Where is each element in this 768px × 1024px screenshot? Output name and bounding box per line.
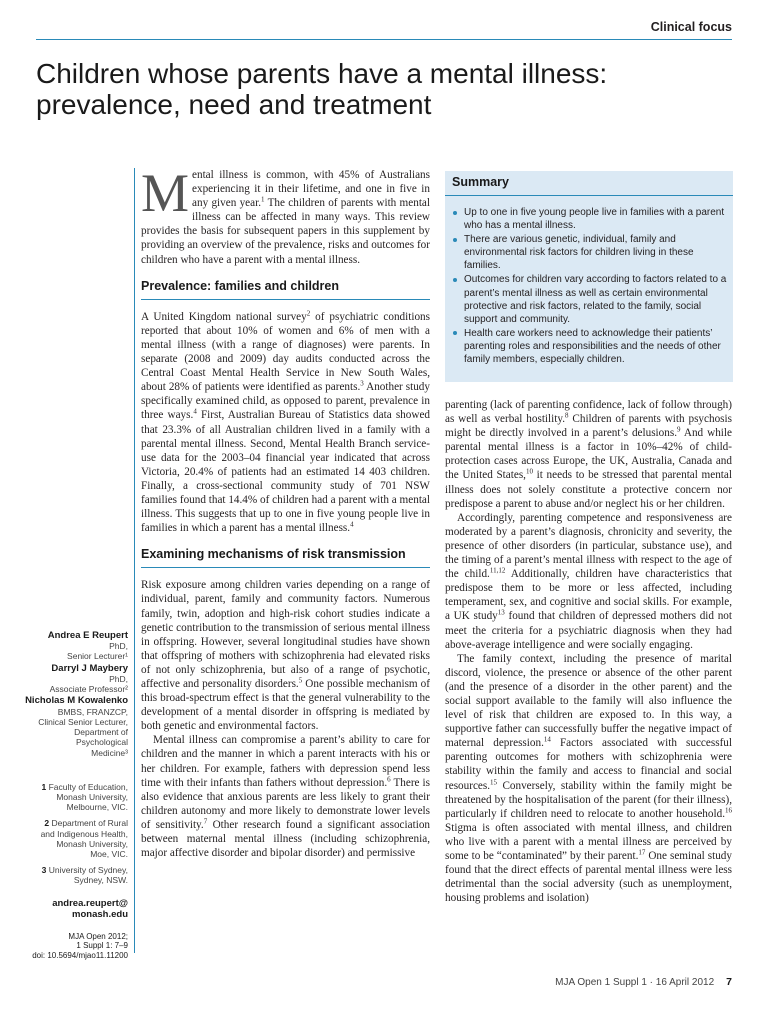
article-title bbox=[36, 58, 736, 120]
drop-cap: M bbox=[141, 163, 190, 223]
author-name: Andrea E Reupert bbox=[47, 630, 128, 641]
page-number: 7 bbox=[726, 976, 732, 988]
reference-mark: 11,12 bbox=[489, 566, 506, 575]
mechanisms-paragraph-1: Risk exposure among children varies depending on a range of individual, parent, family and community factors. Numerous family, twin, adoption and high-risk cohort studies indicate a genetic contribution to the transmission of serious mental illness in offspring. However, several longitudinal studies have shown that offspring of mothers with schizophrenia had elevated risks of not only schizophrenia, but also of a range of psychotic, affective and personality disorders.$^5$ One possible mechanism of this broad-spectrum effect is that the general vulnerability to the development of a mental disorder in offspring is mediated by both genetic and environmental factors. bbox=[141, 579, 430, 733]
reference-mark: 1 bbox=[261, 195, 265, 204]
reference-mark: 9 bbox=[677, 425, 681, 434]
journal-info: MJA Open 1 Suppl 1 · 16 April 2012 bbox=[555, 977, 715, 988]
title-line-2: prevalence, need and treatment bbox=[36, 89, 432, 120]
citation-block: MJA Open 2012; 1 Suppl 1: 7–9 doi: 10.5694/mjao11.11200 bbox=[32, 931, 128, 960]
contact-email[interactable]: andrea.reupert@ monash.edu bbox=[52, 897, 128, 920]
summary-box bbox=[445, 171, 733, 382]
reference-mark: 15 bbox=[490, 777, 498, 786]
affiliation: 2 Department of Rural and Indigenous Health, Monash University, Moe, VIC. bbox=[40, 818, 128, 859]
summary-item: Up to one in five young people live in families with a parent who has a mental illness. bbox=[452, 206, 728, 232]
author-credential: Medicine³ bbox=[91, 747, 128, 758]
mechanisms-paragraph-2: Mental illness can compromise a parent’s ability to care for children and the manner in which a parent interacts with his or her children. For example, fathers with depression spend less time with their infants than fathers without depression.$^6$ There is also evidence that anxious parents are less likely to grant their children autonomy and more likely to demonstrate lower levels of sensitivity.$^7$ Other research found a significant association between maternal mental illness (including schizophrenia, major affective disorder and bipolar disorder) and permissive bbox=[141, 734, 431, 860]
right-column bbox=[445, 398, 732, 905]
reference-mark: 14 bbox=[543, 735, 551, 744]
page-footer bbox=[555, 976, 732, 988]
reference-mark: 13 bbox=[497, 608, 505, 617]
summary-item: Outcomes for children vary according to factors related to a parent’s mental illness as well as certain environmental protective and risk factors, related to the family, social support and community. bbox=[452, 273, 728, 325]
author-sidebar bbox=[0, 631, 128, 960]
title-line-1: Children whose parents have a mental illness: bbox=[36, 58, 608, 89]
intro-paragraph: Mental illness is common, with 45% of Australians experiencing it in their lifetime, and one in five in any given year.$^1$ The children of parents with mental illness can be affected in many ways. This review provides the basis for subsequent papers in this supplement by providing an overview of the prevalence, risks and outcomes for children who have a parent with a mental illness. bbox=[141, 163, 430, 266]
summary-rule bbox=[445, 195, 733, 196]
author-block bbox=[0, 664, 128, 695]
reference-mark: 2 bbox=[306, 309, 311, 318]
summary-item: Health care workers need to acknowledge their patients’ parenting roles and responsibilities and the needs of other family members, especially children. bbox=[452, 327, 728, 366]
column-divider bbox=[134, 168, 135, 953]
author-name: Nicholas M Kowalenko bbox=[25, 695, 128, 707]
right-paragraph-1: parenting (lack of parenting confidence, lack of follow through) as well as verbal hostility.$^8$ Children of parents with psychosis might be directly involved in a parent’s delusions.$^9$ And while parental mental illness is a factor in 10%–42% of child-protection cases across Europe, the UK, Australia, Canada and the United States,$^{10}$ it needs to be stressed that parental mental illness does not solely constitute a protective concern nor predispose a parent to abuse and/or neglect his or her children. bbox=[445, 399, 732, 510]
author-credential: Senior Lecturer¹ bbox=[67, 651, 128, 662]
author-credential: BMBS, FRANZCP, bbox=[57, 706, 128, 717]
reference-mark: 7 bbox=[203, 817, 208, 826]
reference-mark: 4 bbox=[193, 407, 197, 416]
affiliation: 1 Faculty of Education, Monash University, Melbourne, VIC. bbox=[41, 781, 128, 813]
right-paragraph-3: The family context, including the presence of marital discord, violence, the presence or absence of the other parent (and the presence of a disorder in the other parent) and the social support available to the family will also influence the level of risk that children are exposed to. In this way, a supportive father can successfully buffer the negative impact of maternal depression.$^{14}$ Factors associated with successful parenting outcomes for mothers with schizophrenia were stability within the family and access to financial and social resources.$^{15}$ Conversely, stability within the family might be threatened by the hospitalisation of the parent (for their illness), particularly if children need to relocate to another household.$^{16}$ Stigma is often associated with mental illness, and children who live with a parent with a mental illness are perceived by some to be “contaminated” by their parent.$^{17}$ One seminal study found that the direct effects of parental mental illness were less detrimental than the social adversity (such as unemployment, housing problems and isolation) bbox=[445, 652, 733, 905]
heading-prevalence: Prevalence: families and children bbox=[141, 279, 430, 300]
author-credential: Clinical Senior Lecturer, bbox=[38, 716, 128, 727]
affiliation: 3 University of Sydney, Sydney, NSW. bbox=[41, 865, 128, 886]
summary-item: There are various genetic, individual, family and environmental risk factors for children living in these families. bbox=[452, 233, 728, 272]
author-credential: Psychological bbox=[76, 737, 128, 748]
author-credential: Department of bbox=[74, 727, 128, 738]
reference-mark: 6 bbox=[387, 774, 391, 783]
reference-mark: 5 bbox=[298, 676, 303, 685]
reference-mark: 8 bbox=[565, 411, 569, 420]
reference-mark: 3 bbox=[360, 379, 364, 388]
reference-mark: 16 bbox=[725, 805, 732, 814]
author-credential: Associate Professor² bbox=[49, 684, 128, 695]
summary-title: Summary bbox=[452, 175, 509, 189]
reference-mark: 17 bbox=[638, 848, 646, 857]
summary-list bbox=[452, 206, 728, 367]
heading-mechanisms: Examining mechanisms of risk transmission bbox=[141, 547, 430, 568]
right-paragraph-2: Accordingly, parenting competence and responsiveness are moderated by a parent’s diagnosis, chronicity and severity, the presence of other disorders (in particular, substance use), and the timing of a parent’s mental illness with respect to the age of the child.$^{11,12}$ Additionally, children have characteristics that predispose them to be more or less affected, including temperament, sex, and cognitive and social skills. For example, a UK study$^{13}$ found that children of depressed mothers did not meet the criteria for a psychiatric diagnosis when they had above-average intelligence and were socially engaging. bbox=[445, 511, 732, 651]
prevalence-paragraph: A United Kingdom national survey$^2$ of psychiatric conditions reported that about 10% of women and 6% of men with a mental illness (with a range of diagnoses) were parents. In separate (2008 and 2009) day audits conducted across the Central Coast Mental Health Service in New South Wales, about 28% of patients were identified as parents.$^3$ Another study specifically examined child, as opposed to parent, prevalence in three ways.$^4$ First, Australian Bureau of Statistics data showed that 23.3% of all Australian children lived in a family with a parental mental illness. Second, Mental Health Branch service-use data for the 2003–04 financial year indicated that across Victoria, 20.4% of patients had an estimated 14 403 children. Finally, a cross-sectional community study of 701 NSW families found that 14.4% of children had a parent with a mental illness. This suggests that up to one in five young people live in families in which a parent has a mental illness.$^4$ bbox=[141, 309, 431, 535]
author-credential: PhD, bbox=[109, 641, 128, 652]
header-rule bbox=[36, 39, 732, 40]
author-block bbox=[0, 631, 128, 662]
reference-mark: 4 bbox=[350, 520, 354, 529]
author-block bbox=[0, 696, 128, 758]
main-column bbox=[141, 163, 431, 860]
author-name: Darryl J Maybery bbox=[51, 662, 128, 674]
section-label: Clinical focus bbox=[650, 20, 732, 34]
author-credential: PhD, bbox=[109, 673, 128, 684]
reference-mark: 10 bbox=[525, 467, 533, 476]
